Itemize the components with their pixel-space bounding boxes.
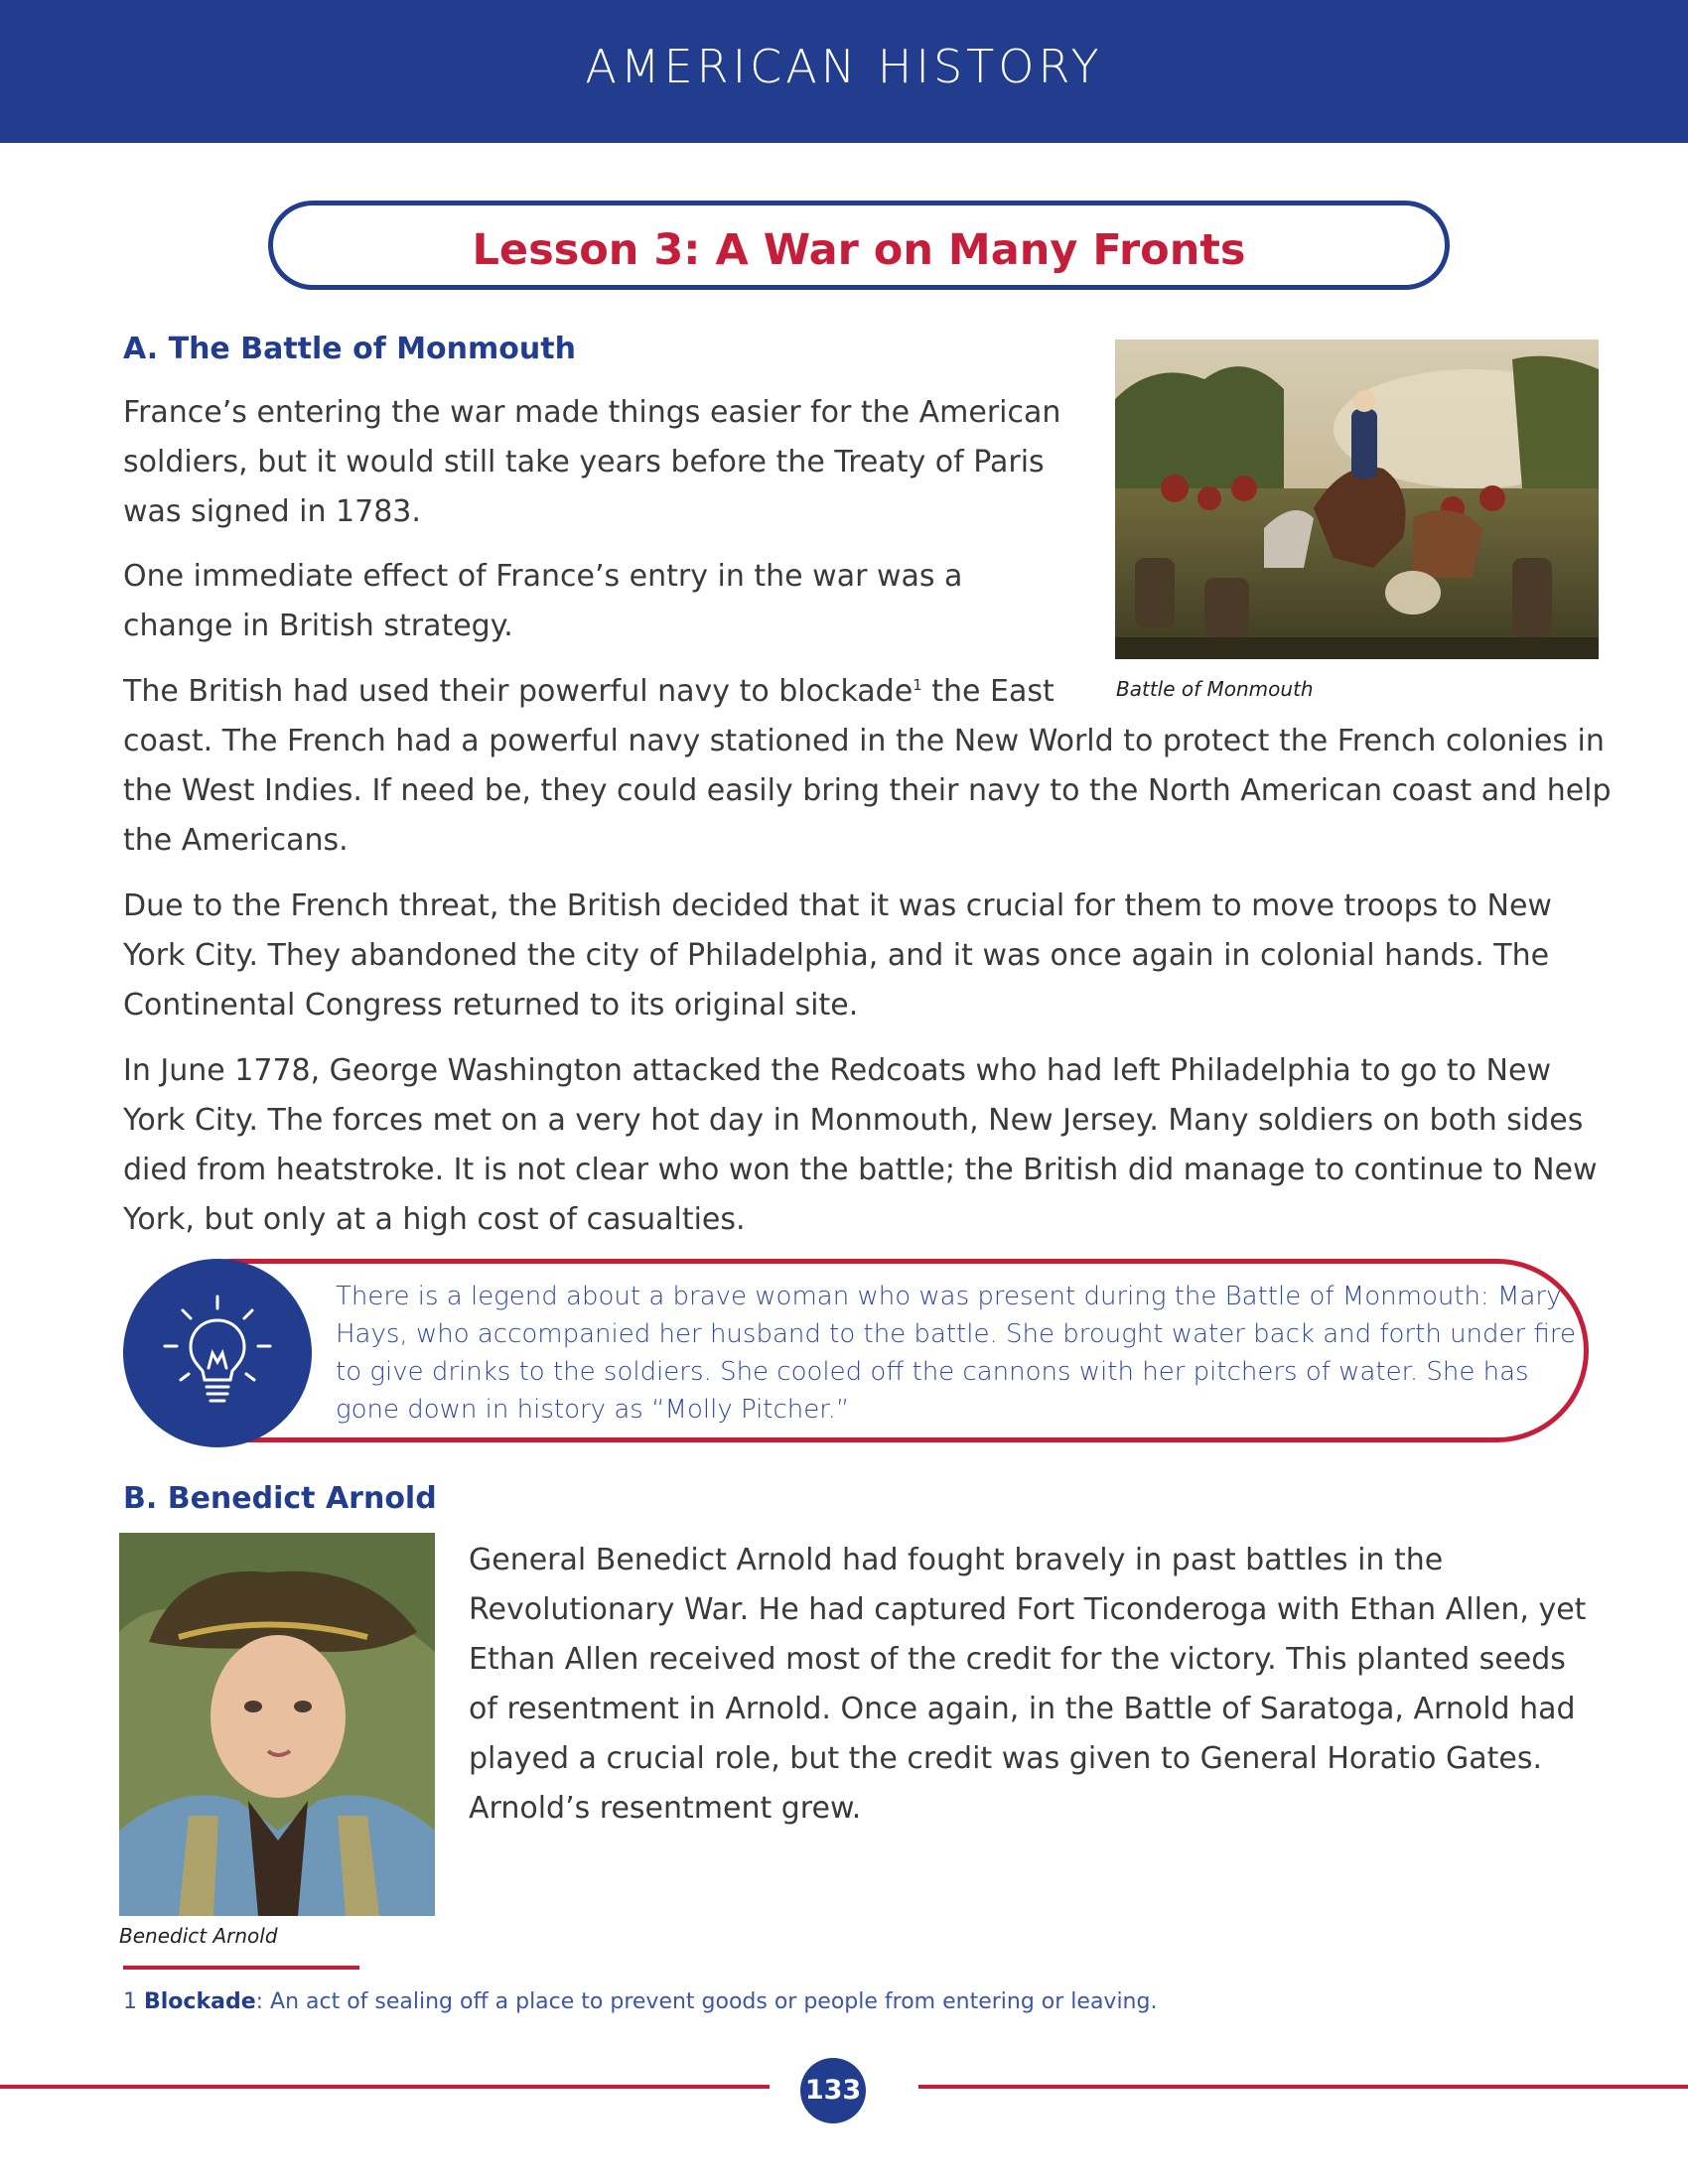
paragraph-blockade-rest: coast. The French had a powerful navy stationed in the New World to protect the French colonies in the West Indies. If need be, they could easily bring their navy to the North American coast and help the Americans.: [123, 724, 1612, 858]
footnote-number: 1: [123, 1989, 137, 2014]
page-number: 133: [800, 2058, 866, 2123]
paragraph-blockade-line1: [123, 667, 1096, 717]
section-a-heading: A. The Battle of Monmouth: [123, 332, 576, 366]
lesson-title-box: [268, 201, 1450, 290]
paragraph-benedict-arnold: General Benedict Arnold had fought bravely in past battles in the Revolutionary War. He had captured Fort Ticonderoga with Ethan Allen, yet Ethan Allen received most of the credit for the victory. This planted seeds of resentment in Arnold. Once again, in the Battle of Saratoga, Arnold had played a crucial role, but the credit was given to General Horatio Gates. Arnold’s resentment grew.: [469, 1543, 1587, 1826]
footnote-definition: : An act of sealing off a place to prevent goods or people from entering or leaving.: [255, 1989, 1158, 2014]
blockade-text-before: The British had used their powerful navy to blockade: [123, 674, 914, 709]
section-b-heading: B. Benedict Arnold: [123, 1481, 437, 1516]
lesson-title: Lesson 3: A War on Many Fronts: [472, 225, 1246, 275]
page-header: [0, 0, 1688, 143]
arnold-image-caption: Benedict Arnold: [119, 1924, 278, 1948]
footnote-term: Blockade: [144, 1989, 256, 2014]
lightbulb-icon: [123, 1259, 312, 1447]
footer-line-left: [0, 2085, 770, 2089]
blockade-text-after: the East: [921, 674, 1055, 709]
footnote-ref: 1: [913, 676, 922, 694]
tip-icon-badge: [123, 1259, 312, 1447]
battle-image-caption: Battle of Monmouth: [1116, 677, 1314, 701]
footnote-divider: [123, 1966, 359, 1970]
paragraph-french-threat: Due to the French threat, the British decided that it was crucial for them to move troops to New York City. They abandoned the city of Philadelphia, and it was once again in colonial hands. The Continental Congress returned to its original site.: [123, 888, 1552, 1023]
footnote: [123, 1989, 1157, 2014]
battle-of-monmouth-painting: [1115, 340, 1599, 659]
header-title: AMERICAN HISTORY: [585, 40, 1103, 93]
paragraph-june-1778: In June 1778, George Washington attacked the Redcoats who had left Philadelphia to go to New York City. The forces met on a very hot day in Monmouth, New Jersey. Many soldiers on both sides died from heatstroke. It is not clear who won the battle; the British did manage to continue to New York, but only at a high cost of casualties.: [123, 1053, 1598, 1237]
paragraph-british-strategy: One immediate effect of France’s entry in the war was a change in British strategy.: [123, 559, 963, 643]
paragraph-france-entry: France’s entering the war made things easier for the American soldiers, but it would still take years before the Treaty of Paris was signed in 1783.: [123, 395, 1061, 529]
tip-text: There is a legend about a brave woman who was present during the Battle of Monmouth: Mary Hays, who accompanied her husband to the battle. She brought water back and forth under fire to give drinks to the soldiers. She cooled off the cannons with her pitchers of water. She has gone down in history as “Molly Pitcher.”: [336, 1282, 1576, 1425]
footer-line-right: [918, 2085, 1688, 2089]
benedict-arnold-portrait: [119, 1533, 435, 1916]
